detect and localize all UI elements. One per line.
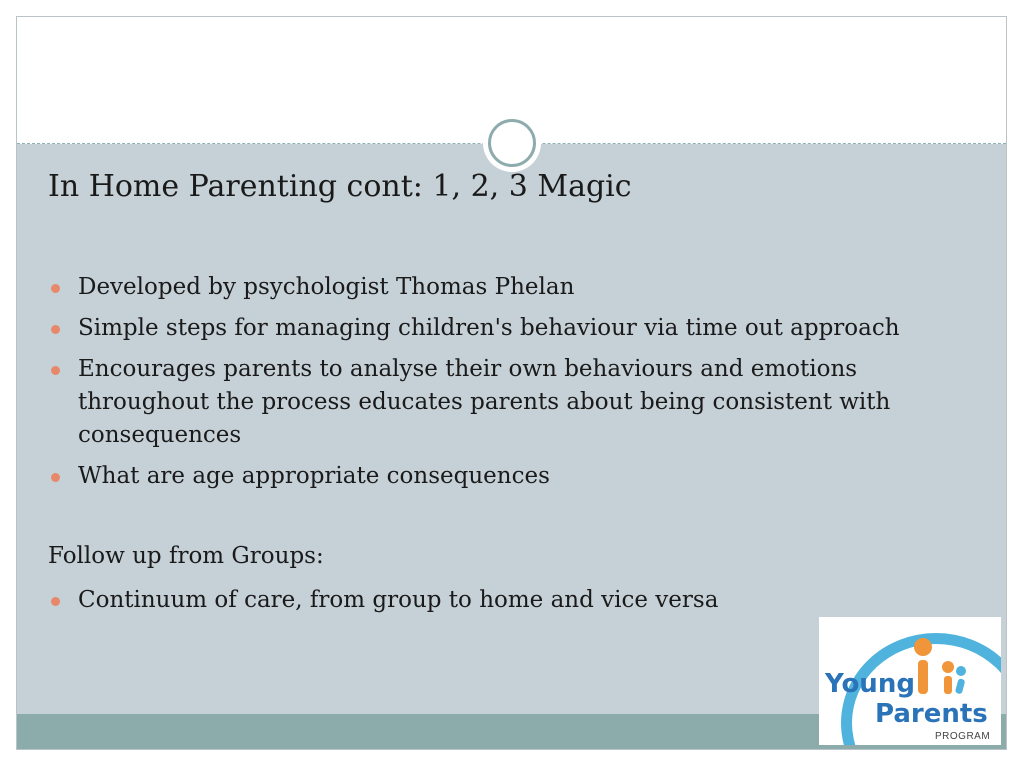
follow-up-label: Follow up from Groups: [48,543,324,569]
logo-text-young: Young [825,669,915,699]
bullet-item: Encourages parents to analyse their own behaviours and emotions throughout the process educates parents about being consistent with consequences [48,353,978,452]
logo-text-program: PROGRAM [935,731,991,742]
young-parents-logo [819,617,1001,745]
bullet-list [48,271,978,501]
slide-title: In Home Parenting cont: 1, 2, 3 Magic [48,169,632,204]
bullet-item: Simple steps for managing children's behaviour via time out approach [48,312,978,345]
bullet-item: Continuum of care, from group to home and vice versa [48,584,978,617]
circle-ring-inner-icon [488,119,536,167]
slide [16,16,1007,750]
bullet-item: Developed by psychologist Thomas Phelan [48,271,978,304]
bullet-item: What are age appropriate consequences [48,460,978,493]
parent-child-figures-icon [909,635,969,705]
logo-text-parents: Parents [875,699,988,729]
